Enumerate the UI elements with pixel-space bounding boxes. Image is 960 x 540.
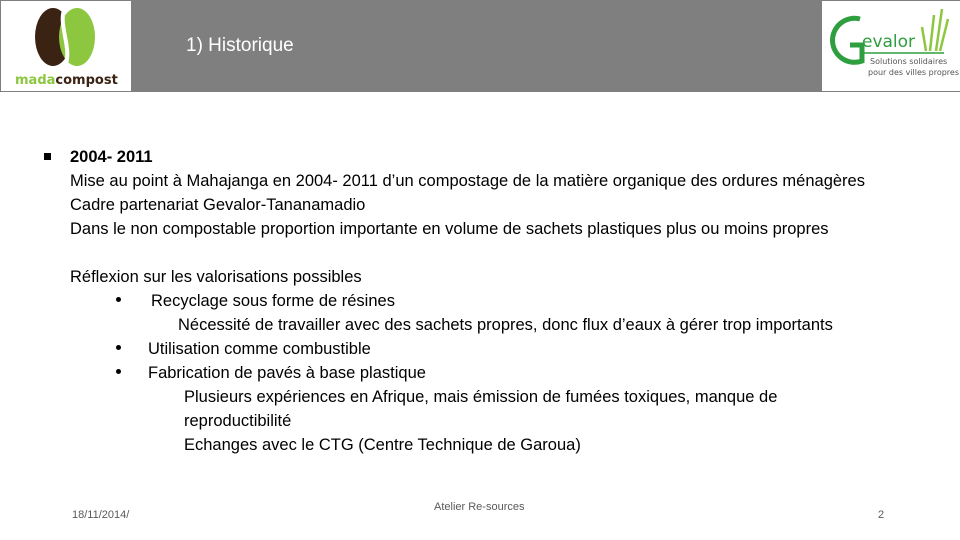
square-bullet-icon	[44, 153, 51, 160]
option-2-label: Utilisation comme combustible	[148, 340, 371, 358]
header-bar	[0, 0, 960, 92]
bullet-dot-icon	[116, 297, 121, 302]
page-title: 1) Historique	[186, 35, 294, 56]
option-3-detail-1: Plusieurs expériences en Afrique, mais émission de fumées toxiques, manque de	[184, 388, 778, 406]
logo-left-text-b: compost	[55, 73, 118, 88]
gevalor-brand-text: evalor	[862, 32, 916, 52]
bullet-dot-icon	[116, 345, 121, 350]
gevalor-logo	[822, 1, 960, 91]
footer-date: 18/11/2014/	[72, 509, 130, 521]
gevalor-grass-logo-icon	[822, 1, 960, 91]
logo-left-text-a: mada	[15, 73, 56, 88]
reflection-title: Réflexion sur les valorisations possibles	[70, 268, 362, 286]
svg-text:madacompost	[15, 73, 118, 88]
option-3-detail-2: reproductibilité	[184, 412, 292, 430]
option-1-label: Recyclage sous forme de résines	[151, 292, 395, 310]
section-title: 2004- 2011	[70, 148, 153, 166]
intro-line-3: Dans le non compostable proportion importante en volume de sachets plastiques plus ou moins propres	[70, 220, 829, 238]
footer-center-text: Atelier Re-sources	[434, 501, 525, 513]
gevalor-tagline-2: pour des villes propres	[868, 68, 959, 77]
option-3-detail-3: Echanges avec le CTG (Centre Technique de Garoua)	[184, 436, 581, 454]
intro-line-2: Cadre partenariat Gevalor-Tananamadio	[70, 196, 366, 214]
bullet-dot-icon	[116, 369, 121, 374]
page-number: 2	[878, 509, 885, 521]
coffee-bean-logo-icon	[1, 1, 131, 91]
intro-line-1: Mise au point à Mahajanga en 2004- 2011 d’un compostage de la matière organique des ordures ménagères	[70, 172, 865, 190]
gevalor-tagline-1: Solutions solidaires	[870, 57, 948, 66]
madacompost-logo	[1, 1, 131, 91]
option-3-label: Fabrication de pavés à base plastique	[148, 364, 426, 382]
option-1-detail-1: Nécessité de travailler avec des sachets propres, donc flux d’eaux à gérer trop importants	[178, 316, 833, 334]
